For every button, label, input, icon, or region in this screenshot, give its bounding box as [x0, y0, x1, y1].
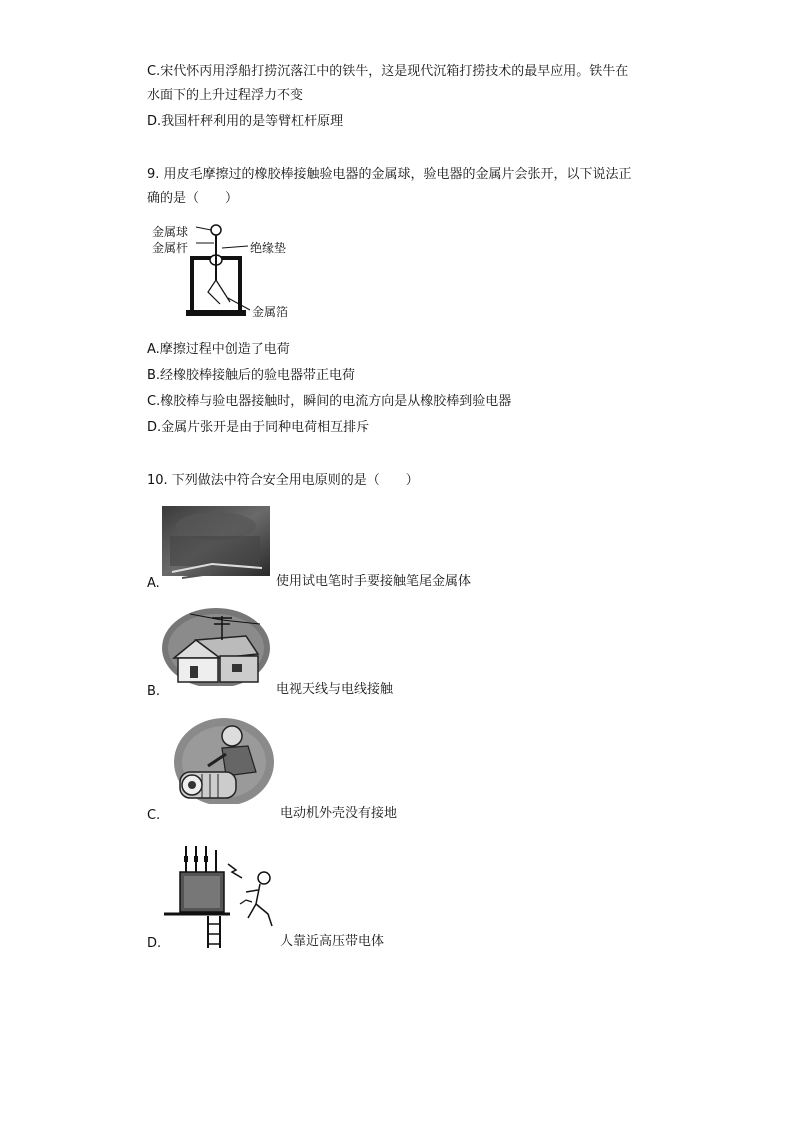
- q9-stem-line1: 9. 用皮毛摩擦过的橡胶棒接触验电器的金属球，验电器的金属片会张开，以下说法正: [147, 167, 632, 182]
- label-metal-rod: 金属杆: [152, 241, 189, 255]
- q8-option-c-line2: 水面下的上升过程浮力不变: [147, 88, 304, 103]
- q10-option-d-letter: D.: [147, 936, 162, 951]
- q9-option-b: B.经橡胶棒接触后的验电器带正电荷: [147, 368, 356, 383]
- q10-option-d-text: 人靠近高压带电体: [280, 934, 385, 949]
- q10-option-c-letter: C.: [147, 808, 161, 823]
- q9-stem-line2: 确的是（ ）: [147, 191, 239, 206]
- q8-option-c-line1: C.宋代怀丙用浮船打捞沉落江中的铁牛，这是现代沉箱打捞技术的最早应用。铁牛在: [147, 64, 629, 79]
- q10-option-b-text: 电视天线与电线接触: [276, 682, 394, 697]
- q9-option-d: D.金属片张开是由于同种电荷相互排斥: [147, 420, 370, 435]
- label-metal-ball: 金属球: [152, 225, 189, 239]
- q9-option-c: C.橡胶棒与验电器接触时，瞬间的电流方向是从橡胶棒到验电器: [147, 394, 512, 409]
- q9-option-a: A.摩擦过程中创造了电荷: [147, 342, 290, 357]
- q10-option-a-letter: A.: [147, 576, 160, 591]
- label-metal-foil: 金属箔: [252, 305, 289, 319]
- q10-option-a-text: 使用试电笔时手要接触笔尾金属体: [276, 574, 472, 589]
- q10-stem: 10. 下列做法中符合安全用电原则的是（ ）: [147, 473, 419, 488]
- test-pen-photo: [162, 506, 270, 584]
- q8-option-d: D.我国杆秤利用的是等臂杠杆原理: [147, 114, 344, 129]
- motor-man-illustration: [168, 714, 274, 810]
- label-insulator: 绝缘垫: [250, 241, 287, 255]
- house-antenna-illustration: [160, 606, 272, 694]
- q10-option-b-letter: B.: [147, 684, 161, 699]
- q10-option-c-text: 电动机外壳没有接地: [280, 806, 398, 821]
- high-voltage-illustration: [160, 842, 278, 948]
